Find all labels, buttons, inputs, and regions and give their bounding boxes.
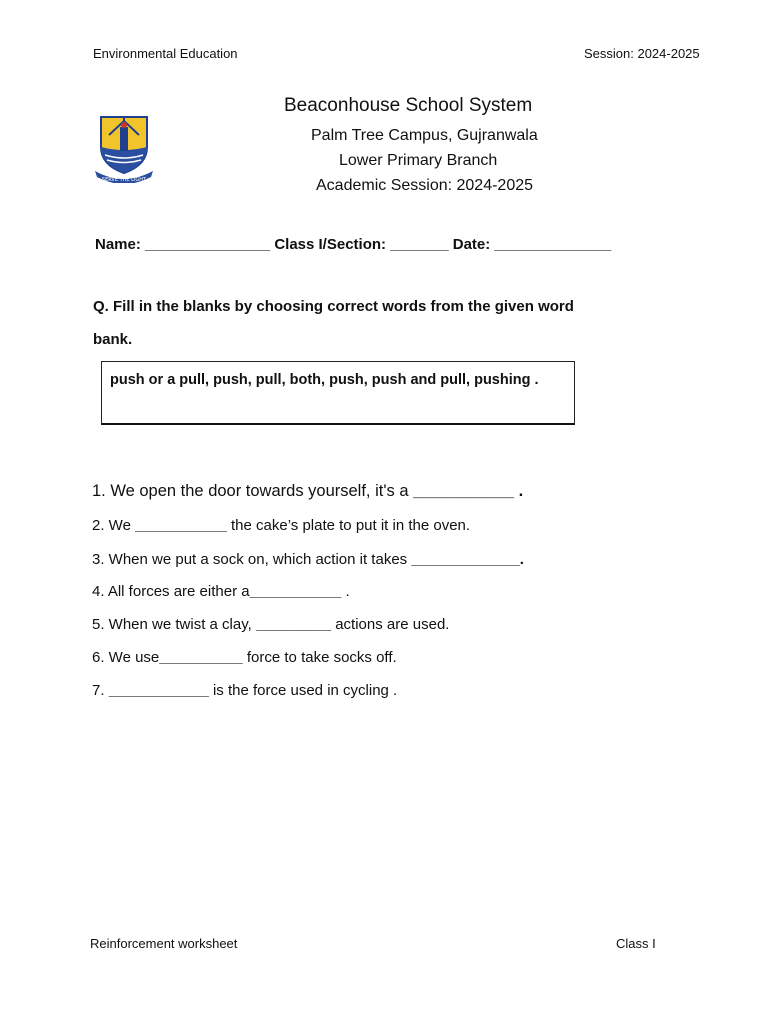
header-session: Session: 2024-2025 [584,46,700,61]
answer-blank: __________ [159,649,243,666]
school-logo [93,113,155,183]
answer-blank: ___________ [249,583,342,600]
student-info-line: Name: _______________ Class I/Section: _______ Date: ______________ [95,236,612,253]
campus-name: Palm Tree Campus, Gujranwala [311,127,538,144]
school-name: Beaconhouse School System [284,95,533,116]
question-line-2: bank. [93,331,133,348]
branch-name: Lower Primary Branch [339,152,498,169]
academic-session: Academic Session: 2024-2025 [316,177,534,194]
footer-worksheet-type: Reinforcement worksheet [90,936,238,951]
logo-motto: SERVE THE LIGHT [101,177,147,183]
list-item: 3. When we put a sock on, which action it takes _____________. [92,551,524,568]
answer-blank: ___________ [413,482,515,500]
list-item: 7. ____________ is the force used in cycling . [92,682,398,699]
list-item: 1. We open the door towards yourself, it's a ___________ . [92,482,524,500]
list-item: 4. All forces are either a___________ . [92,583,350,600]
header-subject: Environmental Education [93,46,238,61]
answer-blank: _________ [255,616,332,633]
footer-class: Class I [616,936,656,951]
answer-blank: ____________ [108,682,209,699]
list-item: 5. When we twist a clay, _________ actions are used. [92,616,450,633]
answer-blank: ___________ [135,517,227,534]
answer-blank: _____________. [411,551,524,568]
question-line-1: Q. Fill in the blanks by choosing correct words from the given word [93,298,574,315]
list-item: 2. We ___________ the cake’s plate to put it in the oven. [92,517,471,534]
word-bank-text: push or a pull, push, pull, both, push, push and pull, pushing . [110,372,539,388]
list-item: 6. We use__________ force to take socks off. [92,649,397,666]
word-bank-box [101,361,575,425]
